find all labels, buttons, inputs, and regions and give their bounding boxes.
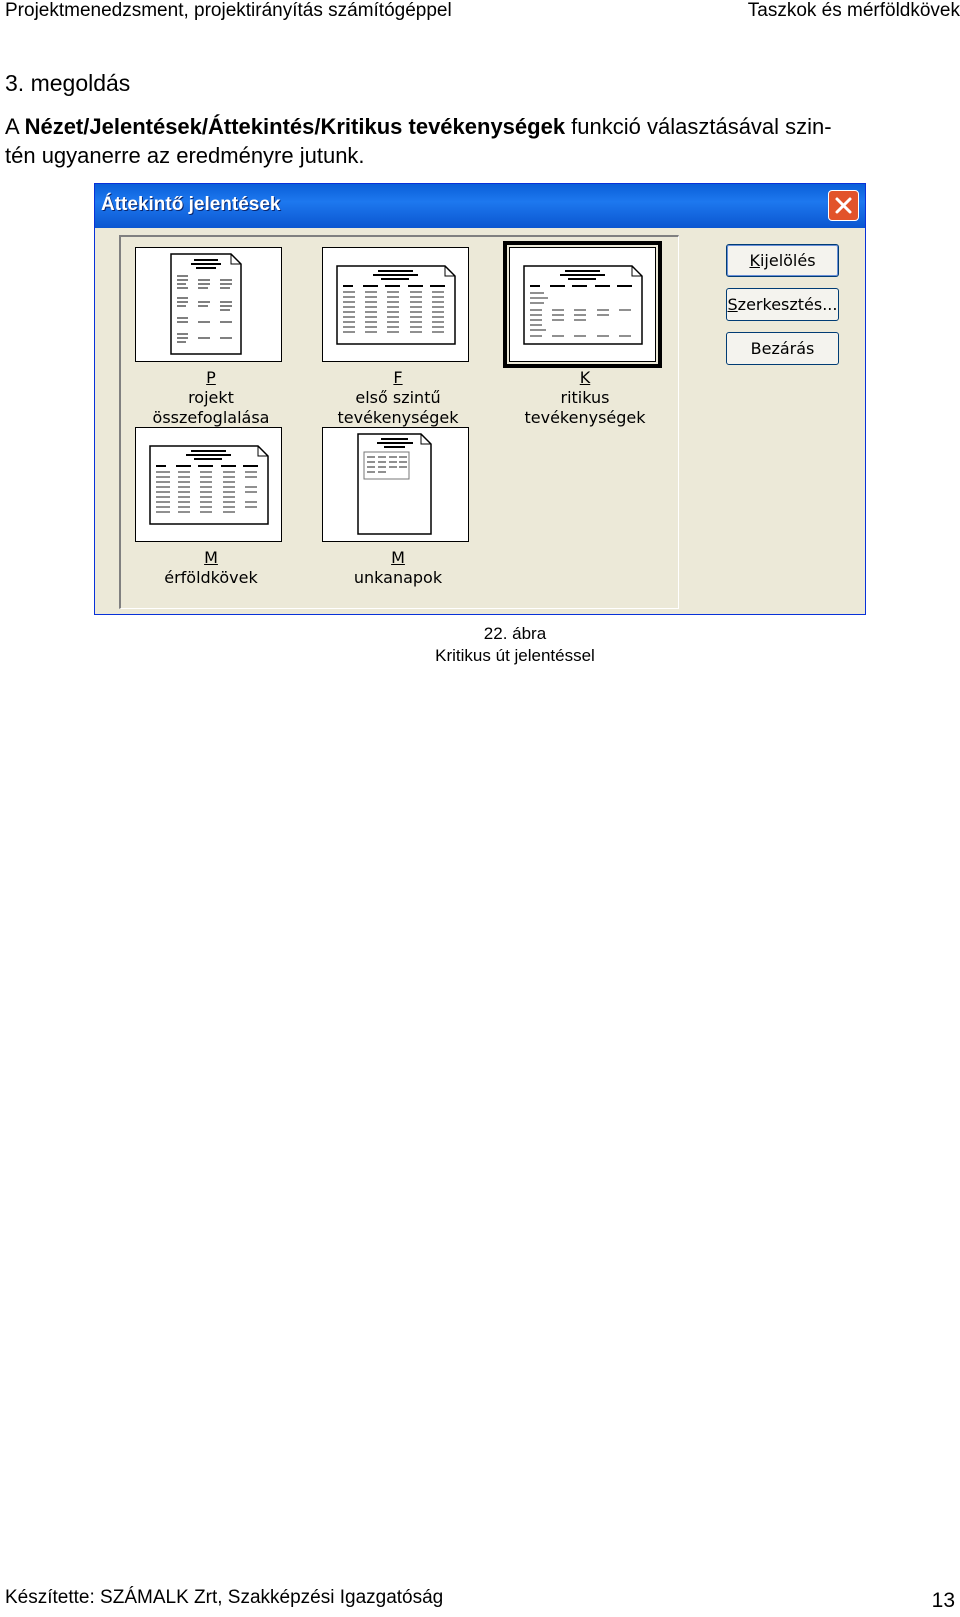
report-item-label: M unkanapok	[353, 548, 443, 587]
running-header-left: Projektmenedzsment, projektirányítás számítógéppel	[5, 0, 452, 21]
body-paragraph	[5, 112, 955, 170]
figure-number: 22. ábra	[483, 624, 547, 643]
report-item-label: M érföldkövek	[164, 548, 258, 587]
paragraph-prefix: A	[5, 114, 25, 139]
dialog-title: Áttekintő jelentések	[101, 194, 281, 215]
footer-author: Készítette: SZÁMALK Zrt, Szakképzési Igazgatóság	[5, 1587, 444, 1608]
report-portrait-icon	[135, 247, 282, 362]
paragraph-suffix: funkció választásával szin-	[565, 114, 832, 139]
report-landscape-icon	[135, 427, 282, 542]
close-button[interactable]: Bezárás	[726, 332, 839, 365]
report-landscape-icon	[322, 247, 469, 362]
report-calendar-icon	[322, 427, 469, 542]
page-number: 13	[931, 1589, 955, 1612]
figure-caption: Kritikus út jelentéssel	[435, 646, 595, 665]
close-icon[interactable]	[828, 190, 859, 221]
report-item-label: F első szintű tevékenységek	[337, 368, 459, 427]
menu-path: Nézet/Jelentések/Áttekintés/Kritikus tevékenységek	[24, 114, 566, 139]
running-header-right: Taszkok és mérföldkövek	[747, 0, 960, 21]
report-landscape-icon	[509, 247, 656, 362]
report-item-label: P rojekt összefoglalása	[152, 368, 270, 427]
report-item-label: K ritikus tevékenységek	[524, 368, 646, 427]
section-title: 3. megoldás	[5, 70, 131, 96]
paragraph-line2: tén ugyanerre az eredményre jutunk.	[5, 143, 365, 168]
report-list	[119, 235, 679, 609]
overview-reports-dialog	[94, 183, 866, 615]
select-button[interactable]: K ijelölés	[726, 244, 839, 277]
dialog-titlebar[interactable]	[95, 184, 865, 228]
edit-button[interactable]: S zerkesztés...	[726, 288, 839, 321]
